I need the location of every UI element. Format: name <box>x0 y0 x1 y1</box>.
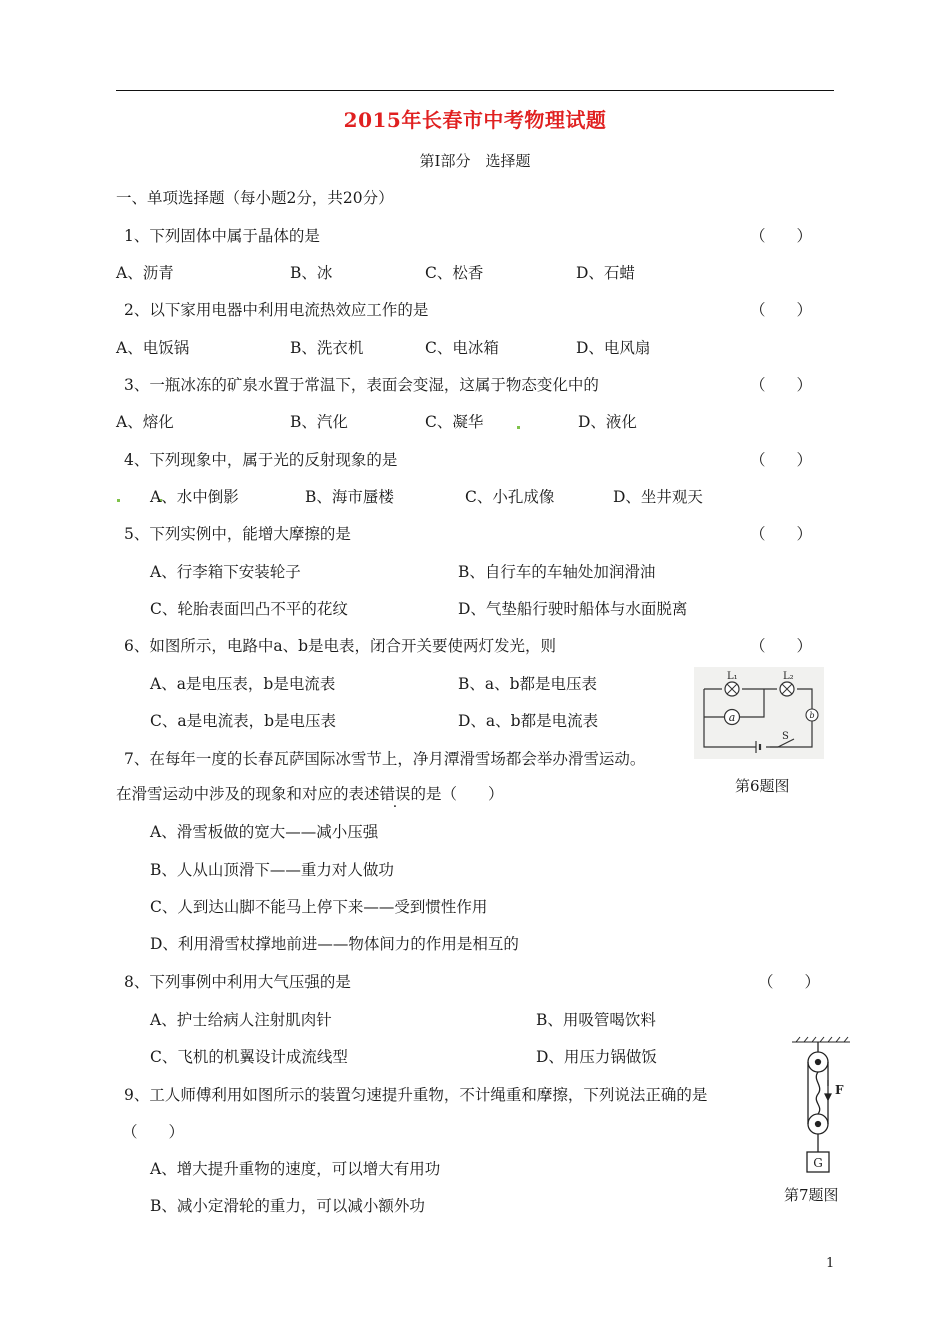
q6-option-b: B、a、b都是电压表 <box>458 675 598 693</box>
page-number: 1 <box>826 1256 835 1271</box>
answer-blank-6: （ ） <box>750 637 813 655</box>
question-9-stem: 9、工人师傅利用如图所示的装置匀速提升重物，不计绳重和摩擦，下列说法正确的是 <box>124 1086 708 1104</box>
q8-option-d: D、用压力锅做饭 <box>536 1048 657 1066</box>
q5-option-d: D、气垫船行驶时船体与水面脱离 <box>458 600 688 618</box>
section-heading: 一、单项选择题（每小题2分，共20分） <box>116 189 394 207</box>
q7-option-c: C、人到达山脚不能马上停下来——受到惯性作用 <box>150 898 488 916</box>
q6-option-d: D、a、b都是电流表 <box>458 712 599 730</box>
weight-label: G <box>813 1156 823 1170</box>
speck-mark <box>517 426 520 429</box>
answer-blank-4: （ ） <box>750 451 813 469</box>
q3-option-c: C、凝华 <box>425 413 484 431</box>
q1-option-a: A、沥青 <box>116 264 174 282</box>
question-6-stem: 6、如图所示，电路中a、b是电表，闭合开关要使两灯发光，则 <box>124 637 557 655</box>
meter-a-label: a <box>728 711 736 724</box>
question-7-stem: 7、在每年一度的长春瓦萨国际冰雪节上，净月潭滑雪场都会举办滑雪运动。 <box>124 750 646 768</box>
q7-option-d: D、利用滑雪杖撑地前进——物体间力的作用是相互的 <box>150 935 519 953</box>
q1-option-b: B、冰 <box>290 264 333 282</box>
header-rule <box>116 90 834 91</box>
q5-option-c: C、轮胎表面凹凸不平的花纹 <box>150 600 348 618</box>
q2-option-d: D、电风扇 <box>576 339 651 357</box>
q3-option-d: D、液化 <box>578 413 637 431</box>
q7-option-a: A、滑雪板做的宽大——减小压强 <box>150 823 379 841</box>
force-arrow-icon <box>825 1080 831 1100</box>
q3-option-a: A、熔化 <box>116 413 174 431</box>
circuit-diagram <box>694 667 824 759</box>
force-label: F <box>835 1083 844 1097</box>
q7-option-b: B、人从山顶滑下——重力对人做功 <box>150 861 394 879</box>
q6-option-c: C、a是电流表，b是电压表 <box>150 712 337 730</box>
q9-option-b: B、减小定滑轮的重力，可以减小额外功 <box>150 1197 425 1215</box>
q5-option-b: B、自行车的车轴处加润滑油 <box>458 563 656 581</box>
q4-option-b: B、海市蜃楼 <box>305 488 394 506</box>
q3-option-b: B、汽化 <box>290 413 348 431</box>
q4-option-c: C、小孔成像 <box>465 488 555 506</box>
q7-stem-text: 在滑雪运动中涉及的现象和对应的表述 <box>116 785 380 803</box>
answer-blank-1: （ ） <box>750 227 813 245</box>
q2-option-b: B、洗衣机 <box>290 339 364 357</box>
answer-blank-8: （ ） <box>758 973 821 991</box>
q9-option-a: A、增大提升重物的速度，可以增大有用功 <box>150 1160 441 1178</box>
answer-blank-9: （ ） <box>122 1123 185 1141</box>
switch-label: S <box>782 731 789 742</box>
q7-stem-tail: 的是（ ） <box>410 785 504 803</box>
lamp-l2-label: L₂ <box>783 671 794 682</box>
pulley-diagram <box>790 1036 852 1178</box>
question-2-stem: 2、以下家用电器中利用电流热效应工作的是 <box>124 301 429 319</box>
q8-option-c: C、飞机的机翼设计成流线型 <box>150 1048 348 1066</box>
question-5-stem: 5、下列实例中，能增大摩擦的是 <box>124 525 351 543</box>
question-3-stem: 3、一瓶冰冻的矿泉水置于常温下，表面会变湿，这属于物态变化中的 <box>124 376 599 394</box>
q1-option-c: C、松香 <box>425 264 484 282</box>
question-1-stem: 1、下列固体中属于晶体的是 <box>124 227 320 245</box>
q2-option-c: C、电冰箱 <box>425 339 499 357</box>
answer-blank-5: （ ） <box>750 525 813 543</box>
lamp-l1-icon <box>725 682 739 696</box>
lamp-l2-icon <box>780 682 794 696</box>
figure-6-caption: 第6题图 <box>735 777 790 795</box>
q7-emphasis-word: 错误 <box>379 785 411 803</box>
meter-b-label: b <box>809 711 815 720</box>
q2-option-a: A、电饭锅 <box>116 339 190 357</box>
question-4-stem: 4、下列现象中，属于光的反射现象的是 <box>124 451 398 469</box>
answer-blank-2: （ ） <box>750 301 813 319</box>
meter-b-icon <box>806 709 818 721</box>
speck-mark <box>117 499 120 502</box>
q1-option-d: D、石蜡 <box>576 264 635 282</box>
lamp-l1-label: L₁ <box>727 671 738 682</box>
answer-blank-3: （ ） <box>750 376 813 394</box>
question-7-stem-cont <box>116 784 504 804</box>
part-heading: 第Ⅰ部分 选择题 <box>419 152 531 170</box>
q5-option-a: A、行李箱下安装轮子 <box>150 563 301 581</box>
q8-option-a: A、护士给病人注射肌肉针 <box>150 1011 332 1029</box>
q8-option-b: B、用吸管喝饮料 <box>536 1011 656 1029</box>
q4-option-d: D、坐井观天 <box>613 488 703 506</box>
meter-a-icon <box>725 710 740 725</box>
exam-title: 2015年长春市中考物理试题 <box>343 108 607 132</box>
q4-option-a: A、水中倒影 <box>150 488 239 506</box>
q6-option-a: A、a是电压表，b是电流表 <box>150 675 336 693</box>
question-8-stem: 8、下列事例中利用大气压强的是 <box>124 973 351 991</box>
figure-7-caption: 第7题图 <box>784 1186 839 1204</box>
